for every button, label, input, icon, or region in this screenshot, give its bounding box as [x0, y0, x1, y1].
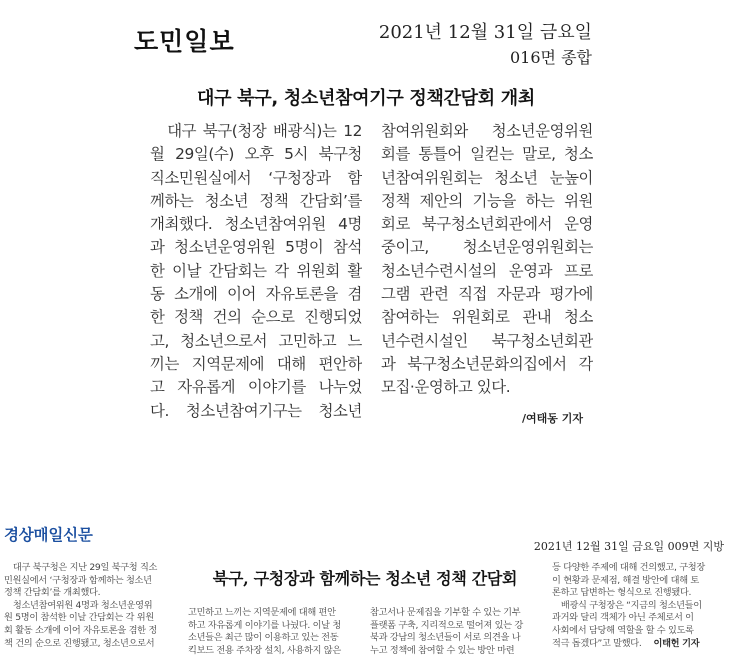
- article-column-1: [4, 562, 180, 650]
- text-line: 회 활동 소개에 이어 자유토론을 겸한 정: [4, 624, 157, 636]
- text-line: 고민하고 느끼는 지역문제에 대해 편안: [188, 607, 336, 618]
- text-line: 참여하는 위원회로 관내 청소: [381, 308, 593, 327]
- text-line: 끼는 지역문제에 대해 편안하: [150, 354, 362, 373]
- text-line: 회를 통틀어 일컫는 말로, 청소: [381, 145, 593, 164]
- text-line: 정책 제안의 기능을 하는 위원: [381, 191, 593, 210]
- article-column-2: [381, 120, 593, 400]
- text-line: 민원실에서 ‘구청장과 함께하는 청소년: [4, 574, 152, 586]
- text-line: 다. 청소년참여기구는 청소년: [150, 401, 362, 420]
- article-byline: 이태헌 기자: [653, 637, 700, 649]
- text-line: 고, 청소년으로서 고민하고 느: [150, 331, 362, 350]
- text-line: 북과 강남의 청소년들이 서로 의견을 나: [370, 632, 521, 644]
- text-line: 년수련시설인 북구청소년회관: [381, 331, 593, 350]
- text-line: 께하는 청소년 정책 간담회’를: [150, 191, 362, 210]
- text-line: 정책 간담회’를 개최했다.: [4, 587, 101, 599]
- text-line: 책 건의 순으로 진행됐고, 청소년으로서: [4, 637, 155, 649]
- article-column-4: [552, 562, 728, 650]
- text-line: 과 북구청소년문화의집에서 각: [381, 354, 593, 373]
- article-column-2: [188, 607, 360, 657]
- newspaper-name: 도민일보: [134, 27, 235, 56]
- publication-date: 2021년 12월 31일 금요일: [378, 22, 592, 43]
- text-line: 배광식 구청장은 “지금의 청소년들이: [552, 599, 702, 611]
- text-line: 과 청소년운영위원 5명이 참석: [150, 238, 362, 257]
- article-headline: 북구, 구청장과 함께하는 청소년 정책 간담회: [212, 569, 518, 588]
- text-line: 월 29일(수) 오후 5시 북구청: [150, 145, 362, 164]
- text-line: 등 다양한 주제에 대해 건의했고, 구청장: [552, 562, 705, 573]
- page-section: 016면 종합: [510, 48, 592, 67]
- text-line: 청소년참여위원 4명과 청소년운영위: [4, 599, 153, 611]
- text-line: 과거와 달리 객체가 아닌 주체로서 이: [552, 612, 694, 624]
- text-line: 개최했다. 청소년참여위원 4명: [150, 215, 362, 234]
- text-line: 킥보드 전용 주차장 설치, 사용하지 않은: [188, 644, 341, 656]
- text-line: 대구 북구(청장 배광식)는 12: [150, 122, 362, 140]
- article-column-1: [150, 120, 362, 423]
- text-line: 원 5명이 참석한 이날 간담회는 각 위원: [4, 612, 154, 624]
- article-headline: 대구 북구, 청소년참여기구 정책간담회 개최: [197, 88, 535, 109]
- text-line: 참고서나 문제집을 기부할 수 있는 기부: [370, 607, 521, 618]
- publication-date: 2021년 12월 31일 금요일 009면 지방: [533, 540, 724, 553]
- news-clipping-gyeongsang: [0, 500, 732, 671]
- text-line: 한 이날 간담회는 각 위원회 활: [150, 261, 362, 280]
- text-line: 대구 북구청은 지난 29일 북구청 직소: [4, 562, 158, 573]
- article-column-3: [370, 607, 542, 657]
- text-line: 플랫폼 구축, 지리적으로 떨어져 있는 강: [370, 619, 523, 631]
- text-line: [552, 638, 728, 651]
- text-line: 론하고 답변하는 형식으로 진행됐다.: [552, 587, 692, 599]
- text-line: 한 정책 건의 순으로 진행되었: [150, 308, 362, 327]
- text-line: 청소년수련시설의 운영과 프로: [381, 261, 593, 280]
- text-line: 년참여위원회는 청소년 눈높이: [381, 168, 593, 187]
- newspaper-name: 경상매일신문: [4, 526, 93, 544]
- text-line: 참여위원회와 청소년운영위원: [381, 122, 593, 140]
- text-line: 그램 관련 직접 자문과 평가에: [381, 285, 593, 304]
- text-line: 고 자유롭게 이야기를 나누었: [150, 378, 362, 397]
- text-line: 회로 북구청소년회관에서 운영: [381, 215, 593, 234]
- article-byline: /여태동 기자: [522, 412, 583, 425]
- text-line: 동 소개에 이어 자유토론을 겸: [150, 285, 362, 304]
- text-line: 모집·운영하고 있다.: [381, 378, 511, 397]
- text-line: 직소민원실에서 ‘구청장과 함: [150, 168, 362, 187]
- text-line: 하고 자유롭게 이야기를 나눴다. 이날 청: [188, 619, 341, 631]
- text-line: 누고 정책에 참여할 수 있는 방안 마련: [370, 644, 515, 656]
- text-line-end: 적극 돕겠다”고 말했다.: [552, 637, 642, 649]
- text-line: 소년들은 최근 많이 이용하고 있는 전동: [188, 632, 339, 644]
- text-line: 이 현황과 문제점, 해결 방안에 대해 토: [552, 574, 699, 586]
- text-line: 중이고, 청소년운영위원회는: [381, 238, 593, 257]
- text-line: 사회에서 담당해 역할을 할 수 있도록: [552, 624, 694, 636]
